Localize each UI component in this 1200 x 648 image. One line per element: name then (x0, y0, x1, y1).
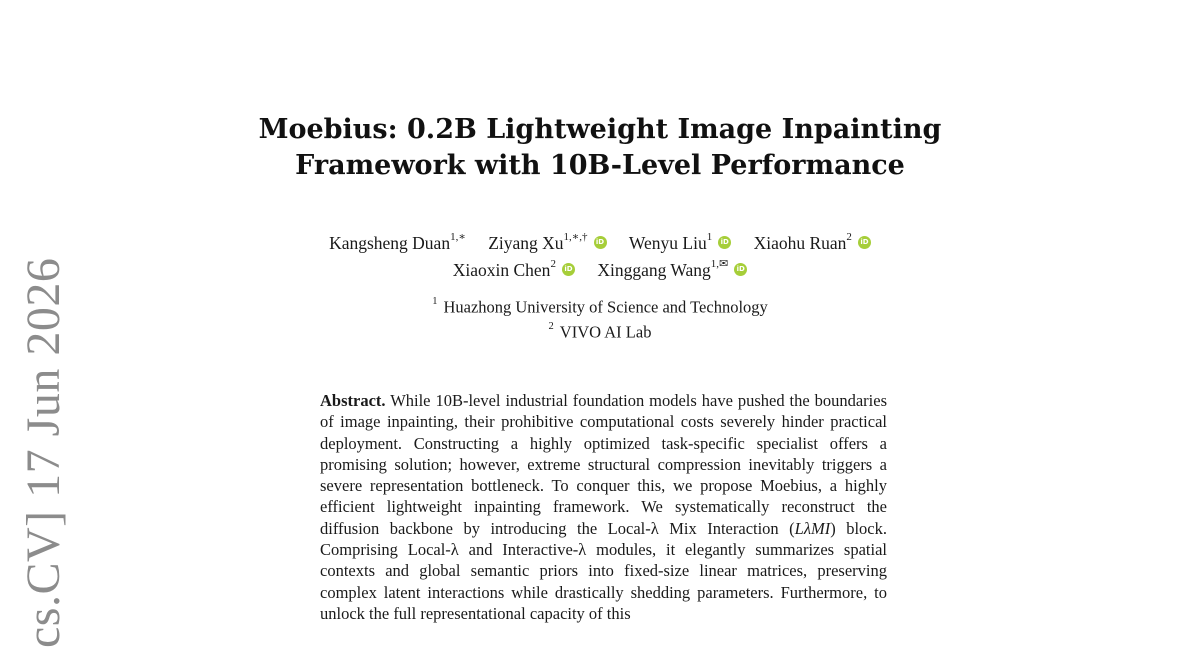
author (329, 228, 466, 255)
author-list (0, 228, 1200, 282)
author (754, 228, 871, 255)
affiliation-2 (0, 318, 1200, 343)
affiliation-mark: 1 (432, 296, 438, 307)
author-affil-mark: 2 (846, 231, 852, 243)
paper-title (0, 112, 1200, 184)
affiliations (0, 293, 1200, 342)
title-line-1: Moebius: 0.2B Lightweight Image Inpainting (258, 114, 942, 145)
affiliation-mark: 2 (548, 320, 554, 332)
author-name: Kangsheng Duan (329, 232, 451, 253)
orcid-icon[interactable]: iD (562, 263, 575, 276)
author-name: Xinggang Wang (597, 259, 711, 280)
author (453, 255, 575, 282)
title-line-2: Framework with 10B-Level Performance (295, 150, 905, 181)
affiliation-name: Huazhong University of Science and Technology (443, 297, 768, 317)
orcid-icon[interactable]: iD (594, 236, 607, 249)
author-line-2 (0, 255, 1200, 282)
orcid-icon[interactable]: iD (734, 263, 747, 276)
orcid-icon[interactable]: iD (858, 236, 871, 249)
author-affil-mark: 1,✉ (710, 257, 729, 270)
author (597, 255, 747, 282)
affiliation-name: VIVO AI Lab (559, 322, 652, 341)
arxiv-stamp: cs.CV] 17 Jun 2026 (17, 257, 70, 648)
author-affil-mark: 1,∗,† (563, 231, 588, 243)
author-line-1 (0, 228, 1200, 255)
author-affil-mark: 1 (706, 231, 713, 243)
author (488, 228, 606, 255)
abstract-label: Abstract. (320, 391, 386, 410)
author-affil-mark: 1,∗ (450, 231, 466, 243)
author-name: Wenyu Liu (628, 232, 707, 253)
orcid-icon[interactable]: iD (718, 236, 731, 249)
author-name: Xiaohu Ruan (753, 232, 847, 253)
author-name: Ziyang Xu (488, 232, 564, 253)
abstract-paragraph (320, 390, 887, 624)
abstract-block-name: LλMI (794, 518, 831, 538)
abstract (320, 390, 887, 624)
author-name: Xiaoxin Chen (452, 259, 551, 280)
abstract-text: While 10B-level industrial foundation models have pushed the boundaries of image inpainting, their prohibitive computational costs severely hinder practical deployment. Constructing a highly optimized task-specific specialist offers a promising solution; however, extreme structural compression inevitably triggers a severe representation bottleneck. To conquer this, we propose Moebius, a highly efficient lightweight inpainting framework. We systematically reconstruct the diffusion backbone by introducing the Local-λ Mix Interaction ( (320, 391, 888, 538)
author (629, 228, 731, 255)
affiliation-1 (0, 293, 1200, 318)
abstract-text-cont: ) block. Comprising Local-λ and Interactive-λ modules, it elegantly summarizes spatial contexts and global semantic priors into fixed-size linear matrices, preserving complex latent interactions while drastically shedding parameters. Furthermore, to unlock the full representational capacity of this (320, 518, 888, 623)
author-affil-mark: 2 (550, 257, 556, 270)
